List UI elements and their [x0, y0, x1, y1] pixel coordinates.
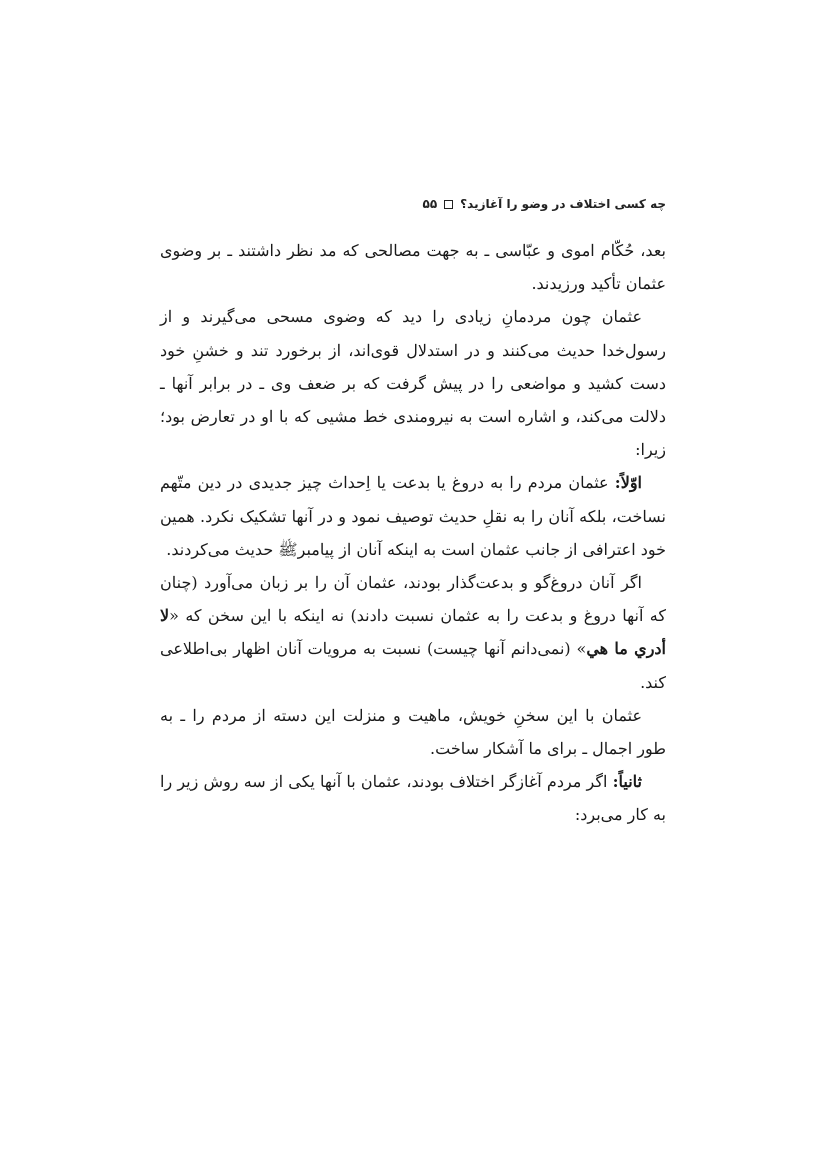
paragraph-3-text: عثمان مردم را به دروغ یا بدعت یا اِحداث چیز جدیدی در دین متّهم نساخت، بلکه آنان را به نقلِ حدیث توصیف نمود و در آنها تشکیک نکرد. همین خود اعترافی از جانب عثمان است به اینکه آنان از پیامبرﷺ حدیث می‌کردند.	[160, 473, 666, 559]
paragraph-4-quote: لا أدري ما هي	[160, 606, 667, 659]
paragraph-1	[160, 234, 666, 300]
paragraph-5-text: عثمان با این سخنِ خویش، ماهیت و منزلت این دسته از مردم را ـ به طور اجمال ـ برای ما آشکار ساخت.	[160, 705, 666, 759]
running-header-title: چه کسی اختلاف در وضو را آغازید؟	[460, 197, 666, 211]
paragraph-4	[160, 566, 666, 699]
paragraph-2	[160, 300, 666, 466]
square-outline-icon	[444, 200, 453, 209]
paragraph-5	[160, 699, 666, 765]
paragraph-6-text: اگر مردم آغازگر اختلاف بودند، عثمان با آنها یکی از سه روش زیر را به کار می‌برد:	[160, 772, 666, 825]
paragraph-6	[160, 765, 666, 831]
paragraph-6-lead: ثانیاً:	[612, 772, 642, 792]
running-header	[160, 192, 666, 216]
body-text	[160, 234, 666, 832]
page-number: ۵۵	[422, 197, 438, 211]
paragraph-4-text-before: اگر آنان دروغ‌گو و بدعت‌گذار بودند، عثمان آن را بر زبان می‌آورد (چنان که آنها دروغ و بدعت را به عثمان نسبت دادند) نه اینکه با این سخن که «	[160, 573, 666, 626]
paragraph-4-text-after: » (نمی‌دانم آنها چیست) نسبت به مرویات آنان اظهار بی‌اطلاعی کند.	[160, 639, 666, 692]
paragraph-1-text: بعد، حُکّام اموی و عبّاسی ـ به جهت مصالحی که مد نظر داشتند ـ بر وضوی عثمان تأکید ورزیدند.	[160, 241, 666, 294]
paragraph-3	[160, 466, 666, 566]
paragraph-3-lead: اوّلاً:	[614, 473, 642, 493]
paragraph-2-text: عثمان چون مردمانِ زیادی را دید که وضوی مسحی می‌گیرند و از رسول‌خدا حدیث می‌کنند و در استدلال قوی‌اند، از برخورد تند و خشنِ خود دست کشید و مواضعی را در پیش گرفت که بر ضعف وی ـ در برابر آنها ـ دلالت می‌کند، و اشاره است به نیرومندی خط مشیی که با او در تعارض بود؛ زیرا:	[160, 307, 666, 460]
